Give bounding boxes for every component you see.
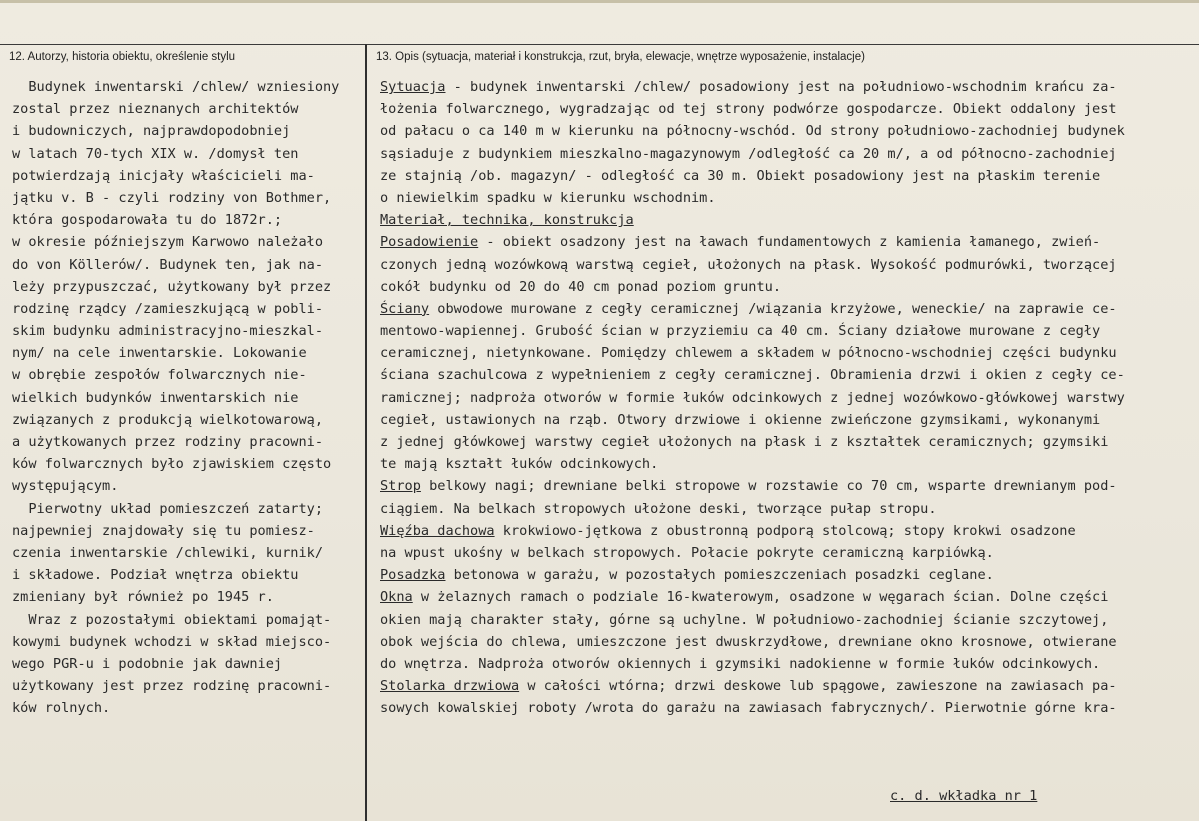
history-line: rodzinę rządcy /zamieszkującą w pobli- (12, 300, 323, 317)
section-heading: Strop (380, 478, 421, 495)
description-text: ściana szachulcowa z wypełnieniem z cegły ceramicznej. Obramienia drzwi i okien z cegły ce- (380, 367, 1125, 384)
section-heading: Okna (380, 589, 413, 606)
description-text: z jednej główkowej warstwy cegieł ułożonych na płask i z kształtek ceramicznych; gzymsiki (380, 434, 1109, 450)
section-heading: Ściany (380, 300, 430, 317)
description-text: - budynek inwentarski /chlew/ posadowiony jest na południowo-wschodnim krańcu za- (445, 79, 1117, 95)
history-line: ków rolnych. (12, 700, 111, 717)
history-line: użytkowany jest przez rodzinę pracowni- (12, 678, 332, 695)
description-line (380, 165, 1190, 187)
description-line (380, 409, 1190, 431)
section-heading: Posadowienie (380, 234, 479, 251)
description-line (380, 342, 1190, 364)
description-line (380, 298, 1190, 320)
description-line (380, 564, 1190, 586)
description-text: cokół budynku od 20 do 40 cm ponad poziom gruntu. (380, 278, 782, 295)
history-line: zmieniany był również po 1945 r. (12, 589, 274, 606)
history-column (12, 76, 364, 719)
section-heading: Materiał, technika, konstrukcja (380, 212, 634, 229)
continuation-note: c. d. wkładka nr 1 (890, 788, 1038, 804)
description-text: czonych jedną wozówkową warstwą cegieł, ułożonych na płask. Wysokość podmurówki, tworzącej (380, 256, 1117, 273)
section-heading: Więźba dachowa (380, 522, 495, 539)
description-line (380, 143, 1190, 165)
description-line (380, 320, 1190, 342)
description-text: betonowa w garażu, w pozostałych pomieszczeniach posadzki ceglane. (445, 567, 994, 584)
description-text: okien mają charakter stały, górne są uchylne. W południowo-zachodniej ścianie szczytowej, (380, 611, 1109, 628)
description-line (380, 431, 1190, 453)
history-line: która gospodarowała tu do 1872r.; (12, 212, 283, 229)
description-line (380, 675, 1190, 697)
section-heading: Sytuacja (380, 79, 446, 95)
history-line: wielkich budynków inwentarskich nie (12, 389, 299, 406)
description-line (380, 542, 1190, 564)
description-text: łożenia folwarcznego, wygradzając od tej strony podwórze gospodarcze. Obiekt oddalony jest (380, 101, 1117, 118)
description-text: mentowo-wapiennej. Grubość ścian w przyziemiu ca 40 cm. Ściany działowe murowane z cegły (380, 323, 1101, 340)
description-text: na wpust ukośny w belkach stropowych. Połacie pokryte ceramiczną karpiówką. (380, 544, 994, 561)
description-text: obok wejścia do chlewa, umieszczone jest dwuskrzydłowe, drewniane okno krosnowe, otwierane (380, 633, 1117, 650)
description-text: belkowy nagi; drewniane belki stropowe w rozstawie co 70 cm, wsparte drewnianym pod- (420, 478, 1117, 495)
history-line: w okresie późniejszym Karwowo należało (12, 234, 323, 251)
description-line (380, 209, 1190, 231)
description-text: ramicznej; nadproża otworów w formie łuków odcinkowych z jednej wozówkowo-główkowej warstwy (380, 389, 1125, 406)
top-edge (0, 0, 1199, 3)
description-text: ze stajnią /ob. magazyn/ - odległość ca 30 m. Obiekt posadowiony jest na płaskim terenie (380, 167, 1101, 184)
history-line: i składowe. Podział wnętrza obiektu (12, 567, 299, 584)
description-text: ceramicznej, nietynkowane. Pomiędzy chlewem a składem w północno-wschodniej części budynku (380, 345, 1117, 362)
description-text: do wnętrza. Nadproża otworów okiennych i gzymsiki nadokienne w formie łuków odcinkowych. (380, 655, 1101, 672)
history-line: a użytkowanych przez rodziny pracowni- (12, 434, 323, 450)
section-heading: Posadzka (380, 567, 446, 584)
history-line: Budynek inwentarski /chlew/ wzniesiony (12, 79, 340, 95)
history-line: związanych z produkcją wielkotowarową, (12, 411, 323, 428)
column-divider (365, 44, 367, 821)
description-text: ciągiem. Na belkach stropowych ułożone deski, tworzące pułap stropu. (380, 500, 937, 517)
history-line: do von Köllerów/. Budynek ten, jak na- (12, 256, 323, 273)
description-line (380, 609, 1190, 631)
description-text: od pałacu o ca 140 m w kierunku na północny-wschód. Od strony południowo-zachodniej budynek (380, 123, 1125, 140)
history-line: potwierdzają inicjały właścicieli ma- (12, 167, 315, 184)
description-text: cegieł, ustawionych na rząb. Otwory drzwiowe i okienne zwieńczone gzymsikami, wykonanymi (380, 411, 1101, 428)
history-line: Pierwotny układ pomieszczeń zatarty; (12, 500, 323, 517)
description-line (380, 631, 1190, 653)
description-text: obwodowe murowane z cegły ceramicznej /wiązania krzyżowe, weneckie/ na zaprawie ce- (429, 300, 1117, 317)
description-text: krokwiowo-jętkowa z obustronną podporą stolcową; stopy krokwi osadzone (494, 522, 1076, 539)
description-line (380, 364, 1190, 386)
description-line (380, 187, 1190, 209)
description-line (380, 498, 1190, 520)
description-text: o niewielkim spadku w kierunku wschodnim. (380, 189, 716, 206)
history-line: jątku v. B - czyli rodziny von Bothmer, (12, 189, 332, 206)
description-column (380, 76, 1190, 719)
description-line (380, 98, 1190, 120)
description-text: sowych kowalskiej roboty /wrota do garażu na zawiasach fabrycznych/. Pierwotnie górne kra- (380, 700, 1117, 717)
description-line (380, 475, 1190, 497)
history-line: zostal przez nieznanych architektów (12, 101, 299, 118)
description-line (380, 76, 1190, 98)
description-line (380, 453, 1190, 475)
description-text: te mają kształt łuków odcinkowych. (380, 456, 659, 473)
history-line: kowymi budynek wchodzi w skład miejsco- (12, 633, 332, 650)
history-line: czenia inwentarskie /chlewiki, kurnik/ (12, 544, 323, 561)
description-text: w całości wtórna; drzwi deskowe lub spągowe, zawieszone na zawiasach pa- (519, 678, 1117, 695)
history-line: nym/ na cele inwentarskie. Lokowanie (12, 345, 307, 362)
description-text: - obiekt osadzony jest na ławach fundamentowych z kamienia łamanego, zwień- (478, 234, 1101, 251)
history-line: występującym. (12, 478, 119, 495)
description-line (380, 520, 1190, 542)
description-line (380, 653, 1190, 675)
header-rule (0, 44, 1199, 45)
description-line (380, 276, 1190, 298)
history-line: ków folwarcznych było zjawiskiem często (12, 456, 332, 473)
section-12-header: 12. Autorzy, historia obiektu, określenie stylu (9, 51, 236, 63)
description-text: w żelaznych ramach o podziale 16-kwaterowym, osadzone w węgarach ścian. Dolne części (412, 589, 1109, 606)
history-line: najpewniej znajdowały się tu pomiesz- (12, 522, 315, 539)
description-line (380, 254, 1190, 276)
description-text: sąsiaduje z budynkiem mieszkalno-magazynowym /odległość ca 20 m/, a od północno-zachodniej (380, 145, 1117, 162)
history-line: leży przypuszczać, użytkowany był przez (12, 278, 332, 295)
section-heading: Stolarka drzwiowa (380, 678, 520, 695)
history-line: i budowniczych, najprawdopodobniej (12, 123, 291, 140)
description-line (380, 387, 1190, 409)
history-line: skim budynku administracyjno-mieszkal- (12, 323, 323, 340)
section-13-header: 13. Opis (sytuacja, materiał i konstrukcja, rzut, bryła, elewacje, wnętrze wyposażenie, instalacje) (376, 51, 865, 63)
description-line (380, 697, 1190, 719)
description-line (380, 120, 1190, 142)
history-line: Wraz z pozostałymi obiektami pomająt- (12, 611, 332, 628)
history-line: wego PGR-u i podobnie jak dawniej (12, 655, 283, 672)
description-line (380, 586, 1190, 608)
history-line: w latach 70-tych XIX w. /domysł ten (12, 145, 299, 162)
description-line (380, 231, 1190, 253)
history-line: w obrębie zespołów folwarcznych nie- (12, 367, 307, 384)
